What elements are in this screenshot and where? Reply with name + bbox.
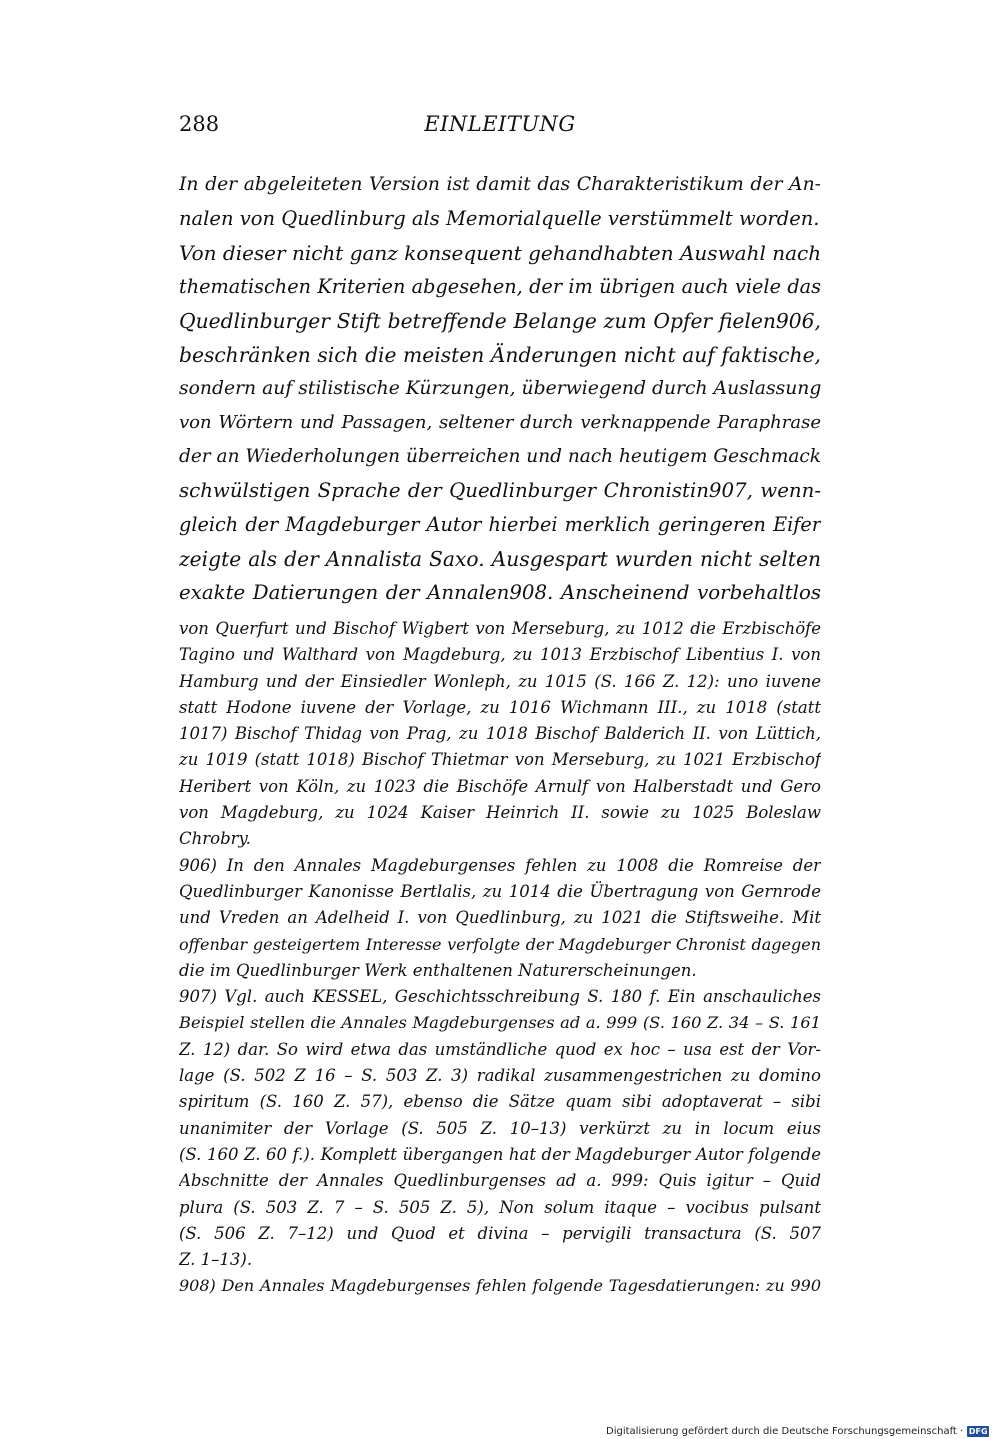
footnote-line: und Vreden an Adelheid I. von Quedlinburg, zu 1021 die Stiftsweihe. Mit (179, 908, 821, 928)
footnote-line: (S. 160 Z. 60 f.). Komplett übergangen hat der Magdeburger Autor folgende (179, 1144, 821, 1164)
main-text-line: der an Wiederholungen überreichen und nach heutigem Geschmack (179, 446, 821, 467)
footnote-line: lage (S. 502 Z 16 – S. 503 Z. 3) radikal zusammengestrichen zu domino (179, 1066, 821, 1086)
footnote-line: Quedlinburger Kanonisse Bertlalis, zu 1014 die Übertragung von Gernrode (179, 881, 821, 901)
footnote-line: Heribert von Köln, zu 1023 die Bischöfe Arnulf von Halberstadt und Gero (179, 776, 821, 796)
footnote-line: Z. 12) dar. So wird etwa das umständliche quod ex hoc – usa est der Vor- (179, 1039, 821, 1059)
main-text-line: von Wörtern und Passagen, seltener durch verknappende Paraphrase (179, 412, 821, 433)
footnotes (179, 616, 821, 1300)
main-text-line: exakte Datierungen der Annalen908. Anscheinend vorbehaltlos (179, 581, 821, 604)
main-text-line: beschränken sich die meisten Änderungen nicht auf faktische, (179, 343, 821, 367)
main-text-line: In der abgeleiteten Version ist damit das Charakteristikum der An- (179, 174, 821, 195)
footnote-line: spiritum (S. 160 Z. 57), ebenso die Sätze quam sibi adoptaverat – sibi (179, 1092, 821, 1112)
footnote-line: offenbar gesteigertem Interesse verfolgte der Magdeburger Chronist dagegen (179, 934, 821, 954)
footnote-line: Abschnitte der Annales Quedlinburgenses ad a. 999: Quis igitur – Quid (179, 1171, 821, 1191)
running-head: EINLEITUNG (424, 112, 576, 136)
footnote-line: Tagino und Walthard von Magdeburg, zu 1013 Erzbischof Libentius I. von (179, 645, 821, 665)
page-header (179, 112, 821, 146)
main-text (179, 168, 821, 610)
footnote-line: von Querfurt und Bischof Wigbert von Merseburg, zu 1012 die Erzbischöfe (179, 619, 821, 638)
footnote-line: Chrobry. (179, 829, 251, 849)
digitization-credit (606, 1424, 989, 1438)
main-text-line: gleich der Magdeburger Autor hierbei merklich geringeren Eifer (179, 513, 821, 536)
main-text-line: Von dieser nicht ganz konsequent gehandhabten Auswahl nach (179, 241, 821, 265)
main-text-line: schwülstigen Sprache der Quedlinburger Chronistin907, wenn- (179, 479, 821, 502)
main-text-line: Quedlinburger Stift betreffende Belange zum Opfer fielen906, (179, 309, 821, 333)
footnote-line: (S. 506 Z. 7–12) und Quod et divina – pervigili transactura (S. 507 (179, 1223, 821, 1243)
footnote-line: 906) In den Annales Magdeburgenses fehlen zu 1008 die Romreise der (179, 855, 821, 875)
footnote-line: Hamburg und der Einsiedler Wonleph, zu 1015 (S. 166 Z. 12): uno iuvene (179, 671, 821, 691)
main-text-line: thematischen Kriterien abgesehen, der im übrigen auch viele das (179, 275, 821, 298)
footnote-line: 1017) Bischof Thidag von Prag, zu 1018 Bischof Balderich II. von Lüttich, (179, 724, 821, 744)
footnote-line: zu 1019 (statt 1018) Bischof Thietmar von Merseburg, zu 1021 Erzbischof (179, 750, 821, 770)
footnote-line: Z. 1–13). (179, 1250, 253, 1270)
footnote-line: 907) Vgl. auch KESSEL, Geschichtsschreibung S. 180 f. Ein anschauliches (179, 987, 821, 1007)
main-text-line: sondern auf stilistische Kürzungen, überwiegend durch Auslassung (179, 378, 821, 399)
page-number: 288 (179, 112, 220, 136)
footnote-line: Beispiel stellen die Annales Magdeburgenses ad a. 999 (S. 160 Z. 34 – S. 161 (179, 1013, 821, 1033)
footnote-line: statt Hodone iuvene der Vorlage, zu 1016 Wichmann III., zu 1018 (statt (179, 697, 821, 717)
main-text-line: zeigte als der Annalista Saxo. Ausgespart wurden nicht selten (179, 547, 821, 571)
footnote-line: die im Quedlinburger Werk enthaltenen Naturerscheinungen. (179, 960, 697, 980)
footnote-line: 908) Den Annales Magdeburgenses fehlen folgende Tagesdatierungen: zu 990 (179, 1276, 821, 1296)
dfg-logo-icon: DFG (968, 1426, 988, 1436)
footnote-line: plura (S. 503 Z. 7 – S. 505 Z. 5), Non solum itaque – vocibus pulsant (179, 1197, 821, 1217)
footnote-line: von Magdeburg, zu 1024 Kaiser Heinrich II. sowie zu 1025 Boleslaw (179, 803, 821, 823)
main-text-line: nalen von Quedlinburg als Memorialquelle verstümmelt worden. (179, 207, 820, 230)
footnote-line: unanimiter der Vorlage (S. 505 Z. 10–13) verkürzt zu in locum eius (179, 1118, 821, 1138)
digitization-credit-text: Digitalisierung gefördert durch die Deutsche Forschungsgemeinschaft · (606, 1425, 964, 1437)
